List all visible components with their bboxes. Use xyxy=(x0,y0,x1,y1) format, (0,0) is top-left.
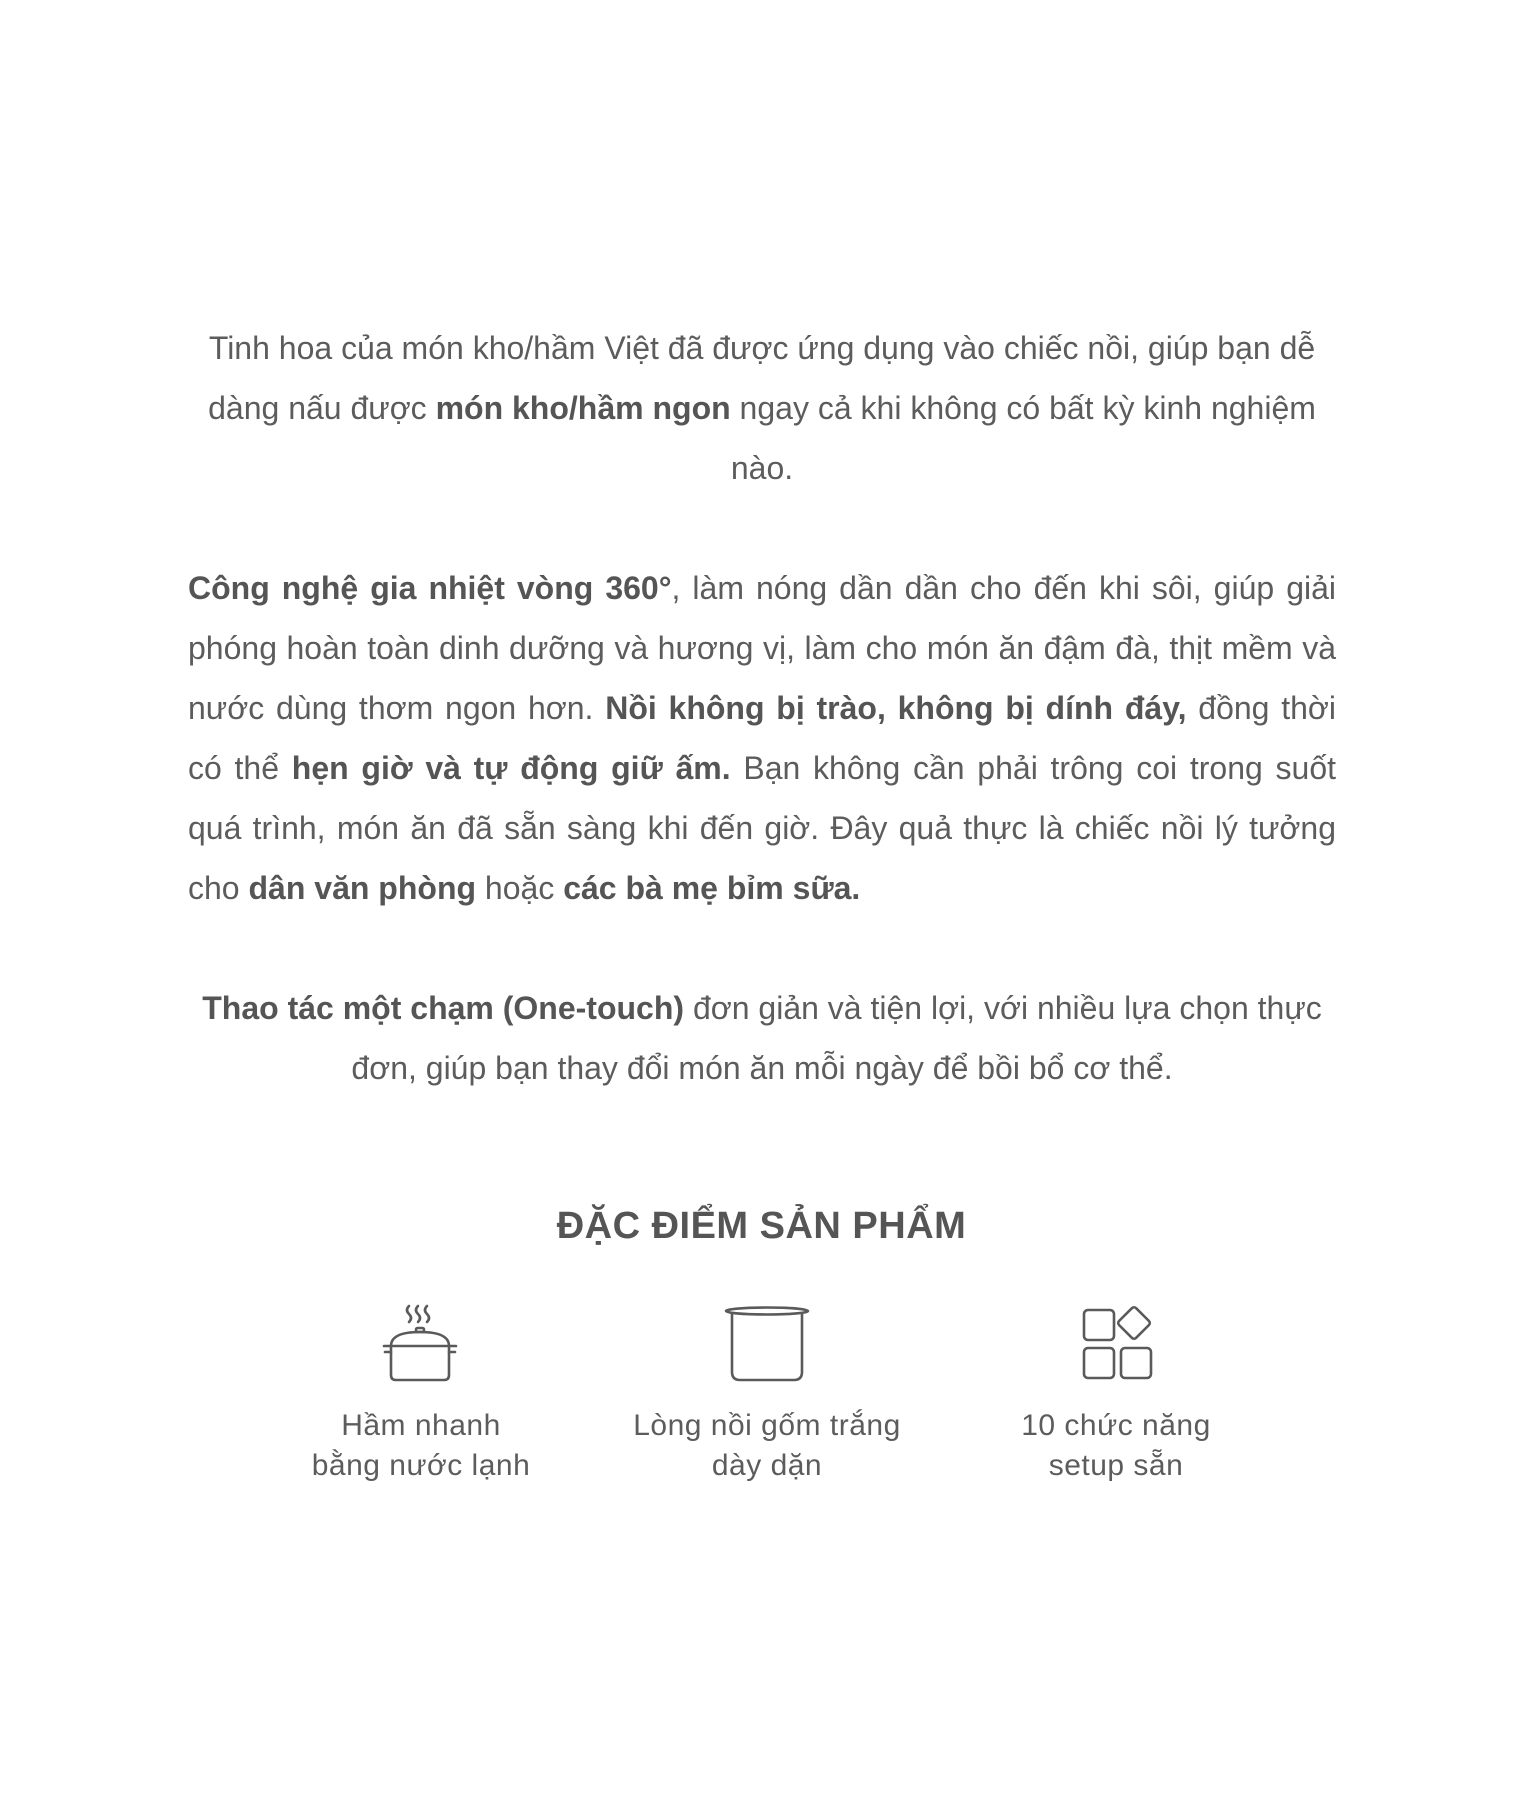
feature-label-line-1: 10 chức năng xyxy=(1021,1409,1211,1442)
tech-text-3: Bạn không cần phải trông coi trong suốt quá trình, món ăn đã sẵn sàng khi đến giờ. Đây quả thực là chiếc nồi lý tưởng cho xyxy=(188,750,1337,906)
tech-highlight-heating: Công nghệ gia nhiệt vòng 360° xyxy=(188,570,672,606)
feature-label-line-2: bằng nước lạnh xyxy=(311,1449,531,1482)
one-touch-text: đơn giản và tiện lợi, với nhiều lựa chọn thực đơn, giúp bạn thay đổi món ăn mỗi ngày để bồi bổ cơ thể. xyxy=(351,990,1322,1086)
feature-presets xyxy=(946,1300,1286,1486)
tech-highlight-office: dân văn phòng xyxy=(248,870,477,906)
steaming-pot-icon xyxy=(376,1300,466,1390)
intro-highlight: món kho/hầm ngon xyxy=(435,390,731,426)
feature-label-line-2: dày dặn xyxy=(711,1449,823,1482)
function-grid-icon xyxy=(1071,1300,1161,1390)
intro-text-1: Tinh hoa của món kho/hầm Việt đã được ứng dụng vào chiếc nồi, giúp bạn dễ dàng nấu được xyxy=(208,330,1316,426)
feature-label-quick-stew xyxy=(251,1406,591,1486)
tech-highlight-mothers: các bà mẹ bỉm sữa. xyxy=(563,870,861,906)
tech-highlight-timer: hẹn giờ và tự động giữ ấm. xyxy=(291,750,731,786)
tech-highlight-no-overflow: Nồi không bị trào, không bị dính đáy, xyxy=(605,690,1187,726)
features-title: ĐẶC ĐIỂM SẢN PHẨM xyxy=(556,1205,967,1247)
feature-label-presets xyxy=(946,1406,1286,1486)
tech-text-2: đồng thời có thể xyxy=(188,690,1337,786)
feature-label-line-1: Lòng nồi gốm trắng xyxy=(633,1409,901,1442)
intro-paragraph xyxy=(188,318,1336,498)
tech-text-1: , làm nóng dần dần cho đến khi sôi, giúp giải phóng hoàn toàn dinh dưỡng và hương vị, làm cho món ăn đậm đà, thịt mềm và nước dùng thơm ngon hơn. xyxy=(188,570,1337,726)
tech-text-4: hoặc xyxy=(476,870,564,906)
feature-label-line-1: Hầm nhanh xyxy=(341,1409,501,1442)
inner-pot-icon xyxy=(722,1300,812,1390)
description-section xyxy=(188,318,1336,1098)
one-touch-paragraph xyxy=(188,978,1336,1098)
feature-quick-stew xyxy=(251,1300,591,1486)
intro-text-2: ngay cả khi không có bất kỳ kinh nghiệm nào. xyxy=(730,390,1316,486)
feature-ceramic-pot xyxy=(597,1300,937,1486)
technology-paragraph xyxy=(188,558,1336,918)
feature-label-line-2: setup sẵn xyxy=(1048,1449,1184,1482)
feature-label-ceramic-pot xyxy=(597,1406,937,1486)
one-touch-highlight: Thao tác một chạm (One-touch) xyxy=(202,990,685,1026)
